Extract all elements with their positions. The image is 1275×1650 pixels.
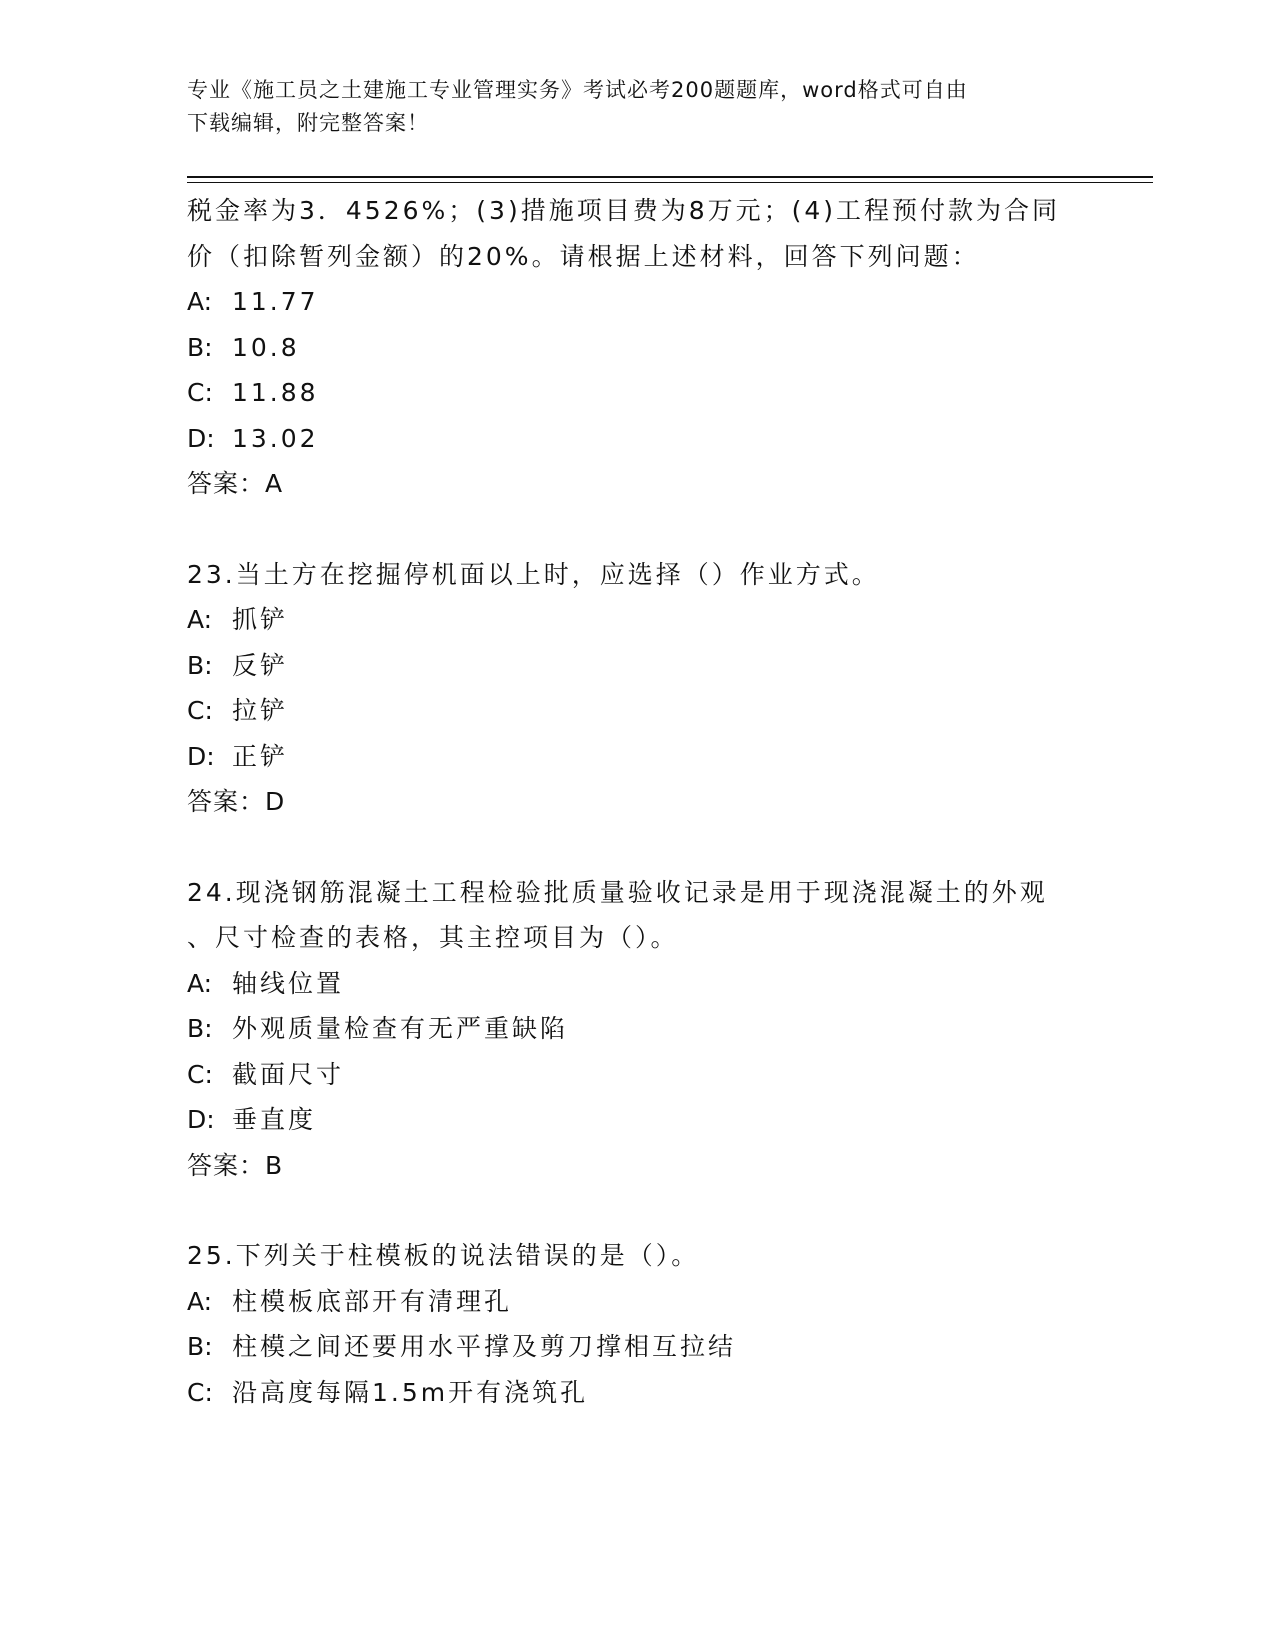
option-letter: A: (187, 968, 213, 998)
option-c (187, 688, 1087, 734)
option-b (187, 1324, 1087, 1370)
question-23 (187, 552, 1087, 825)
option-text: 拉铲 (232, 696, 289, 725)
option-letter: D: (187, 423, 215, 453)
header-line-1: 专业《施工员之土建施工专业管理实务》考试必考200题题库，word格式可自由 (187, 78, 968, 102)
option-text: 反铲 (232, 650, 289, 680)
option-c (187, 1052, 1087, 1098)
option-letter: C: (187, 378, 213, 407)
option-text: 10.8 (232, 332, 300, 362)
answer-line: 答案：B (187, 1150, 284, 1180)
option-d (187, 416, 1087, 462)
question-25 (187, 1233, 1087, 1415)
option-a (187, 597, 1087, 643)
option-text: 正铲 (232, 741, 289, 771)
question-stem-line: 价（扣除暂列金额）的20%。请根据上述材料，回答下列问题： (187, 241, 980, 271)
option-a (187, 961, 1087, 1007)
option-b (187, 325, 1087, 371)
option-b (187, 643, 1087, 689)
option-text: 轴线位置 (232, 968, 345, 998)
question-list (187, 188, 1087, 1415)
question-stem: 25.下列关于柱模板的说法错误的是（）。 (187, 1241, 700, 1270)
option-text: 抓铲 (232, 605, 289, 634)
option-d (187, 1097, 1087, 1143)
option-letter: B: (187, 650, 213, 680)
option-letter: C: (187, 1377, 213, 1407)
option-text: 11.88 (232, 378, 319, 407)
option-text: 柱模之间还要用水平撑及剪刀撑相互拉结 (232, 1332, 737, 1361)
option-letter: B: (187, 1332, 213, 1361)
option-letter: D: (187, 1105, 215, 1134)
option-text: 沿高度每隔1.5m开有浇筑孔 (232, 1377, 589, 1407)
option-letter: D: (187, 741, 215, 771)
spacer (187, 507, 1087, 552)
header-line-2: 下载编辑，附完整答案！ (187, 111, 429, 135)
option-c (187, 1370, 1087, 1416)
document-header (187, 74, 1067, 140)
question-stem: 23.当土方在挖掘停机面以上时，应选择（）作业方式。 (187, 559, 880, 589)
header-divider-thin (187, 182, 1153, 183)
option-letter: B: (187, 332, 213, 362)
option-letter: A: (187, 1286, 213, 1316)
question-24 (187, 870, 1087, 1189)
option-b (187, 1006, 1087, 1052)
option-letter: C: (187, 1059, 213, 1089)
question-22 (187, 188, 1087, 507)
option-a (187, 1279, 1087, 1325)
option-text: 截面尺寸 (232, 1059, 345, 1089)
spacer (187, 1188, 1087, 1233)
option-text: 外观质量检查有无严重缺陷 (232, 1014, 569, 1043)
option-letter: A: (187, 287, 213, 316)
question-stem-line: 、尺寸检查的表格，其主控项目为（）。 (187, 923, 679, 952)
option-a (187, 279, 1087, 325)
option-c (187, 370, 1087, 416)
option-text: 柱模板底部开有清理孔 (232, 1286, 513, 1316)
spacer (187, 825, 1087, 870)
question-stem-line: 税金率为3．4526%；(3)措施项目费为8万元；(4)工程预付款为合同 (187, 196, 1061, 225)
option-letter: A: (187, 605, 213, 634)
option-text: 13.02 (232, 423, 319, 453)
option-text: 11.77 (232, 287, 319, 316)
header-divider-thick (187, 176, 1153, 178)
option-letter: B: (187, 1014, 213, 1043)
answer-line: 答案：D (187, 787, 286, 816)
question-stem-line: 24.现浇钢筋混凝土工程检验批质量验收记录是用于现浇混凝土的外观 (187, 877, 1048, 907)
option-d (187, 734, 1087, 780)
answer-line: 答案：A (187, 469, 284, 498)
option-text: 垂直度 (232, 1105, 317, 1134)
option-letter: C: (187, 696, 213, 725)
